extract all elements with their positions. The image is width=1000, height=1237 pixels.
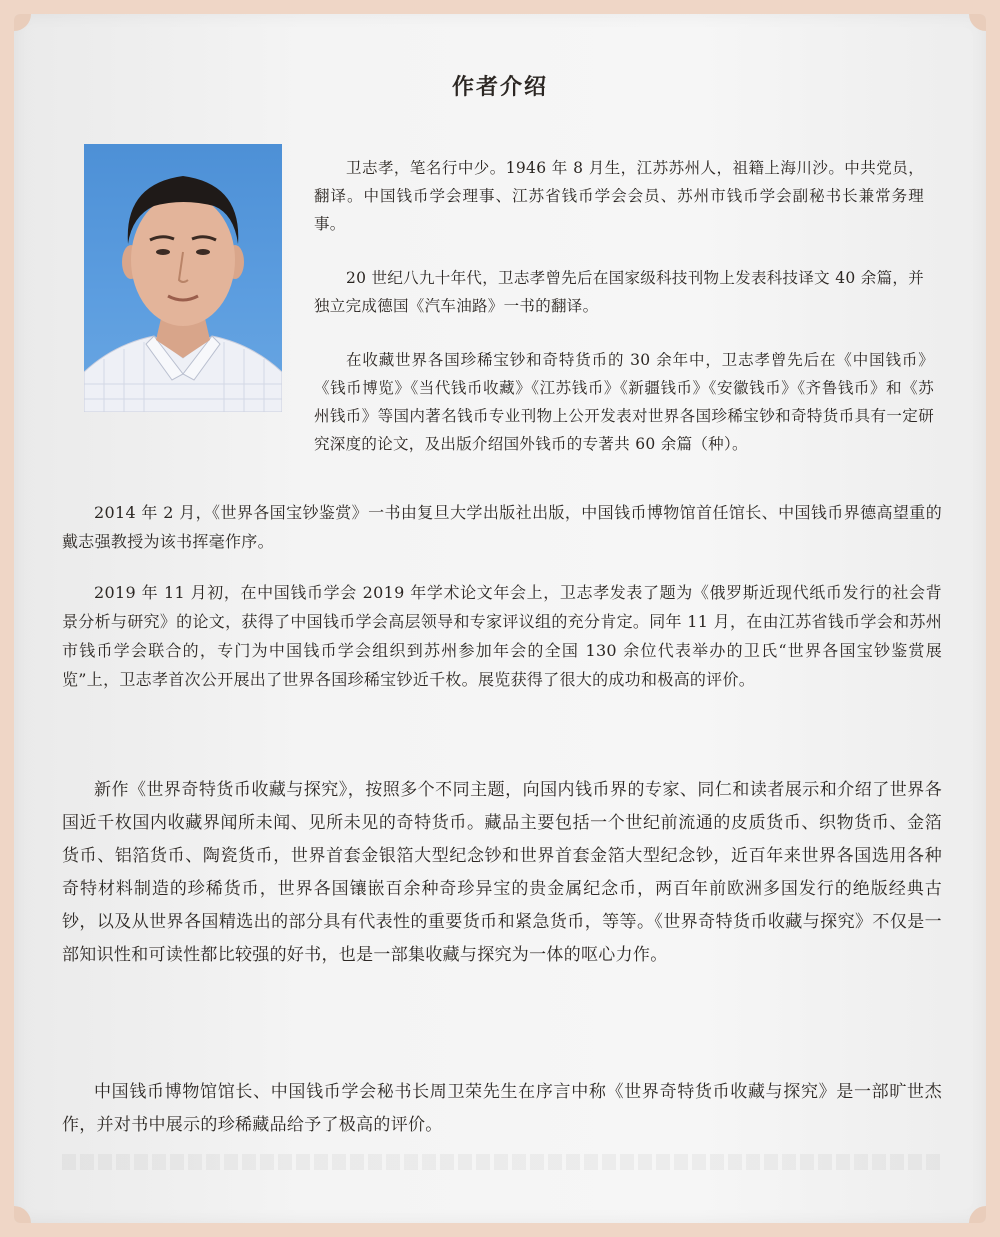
page-title: 作者介绍 bbox=[451, 75, 548, 100]
bio-paragraph: 2019 年 11 月初，在中国钱币学会 2019 年学术论文年会上，卫志孝发表了题为《俄罗斯近现代纸币发行的社会背景分析与研究》的论文，获得了中国钱币学会高层领导和专家评议组的充分肯定。同年 11 月，在由江苏省钱币学会和苏州市钱币学会联合的，专门为中国钱币学会组织到苏州参加年会的全国 130 余位代表举办的卫氏“世界各国宝钞鉴赏展览”上，卫志孝首次公开展出了世界各国珍稀宝钞近千枚。展览获得了很大的成功和极高的评价。 bbox=[62, 583, 942, 689]
bio-paragraph: 在收藏世界各国珍稀宝钞和奇特货币的 30 余年中，卫志孝曾先后在《中国钱币》《钱币博览》《当代钱币收藏》《江苏钱币》《新疆钱币》《安徽钱币》《齐鲁钱币》和《苏州钱币》等国内著名钱币专业刊物上公开发表对世界各国珍稀宝钞和奇特货币具有一定研究深度的论文，及出版介绍国外钱币的专著共 60 余篇（种）。 bbox=[314, 351, 934, 453]
bio-paragraph: 中国钱币博物馆馆长、中国钱币学会秘书长周卫荣先生在序言中称《世界奇特货币收藏与探究》是一部旷世杰作，并对书中展示的珍稀藏品给予了极高的评价。 bbox=[62, 1082, 942, 1135]
bio-paragraph: 卫志孝，笔名行中少。1946 年 8 月生，江苏苏州人，祖籍上海川沙。中共党员，翻译。中国钱币学会理事、江苏省钱币学会会员、苏州市钱币学会副秘书长兼常务理事。 bbox=[314, 159, 924, 233]
bio-paragraph: 20 世纪八九十年代，卫志孝曾先后在国家级科技刊物上发表科技译文 40 余篇，并独立完成德国《汽车油路》一书的翻译。 bbox=[314, 269, 924, 315]
page-corner bbox=[14, 1206, 31, 1223]
bio-paragraph: 2014 年 2 月，《世界各国宝钞鉴赏》一书由复旦大学出版社出版，中国钱币博物馆首任馆长、中国钱币界德高望重的戴志强教授为该书挥毫作序。 bbox=[62, 503, 942, 551]
book-page bbox=[14, 14, 986, 1223]
page-corner bbox=[969, 1206, 986, 1223]
author-portrait-icon bbox=[84, 144, 282, 412]
page-corner bbox=[969, 14, 986, 31]
bleed-through-text bbox=[62, 1154, 942, 1170]
bio-paragraph: 新作《世界奇特货币收藏与探究》，按照多个不同主题，向国内钱币界的专家、同仁和读者展示和介绍了世界各国近千枚国内收藏界闻所未闻、见所未见的奇特货币。藏品主要包括一个世纪前流通的皮质货币、织物货币、金箔货币、铝箔货币、陶瓷货币，世界首套金银箔大型纪念钞和世界首套金箔大型纪念钞，近百年来世界各国选用各种奇特材料制造的珍稀货币，世界各国镶嵌百余种奇珍异宝的贵金属纪念币，两百年前欧洲多国发行的绝版经典古钞，以及从世界各国精选出的部分具有代表性的重要货币和紧急货币，等等。《世界奇特货币收藏与探究》不仅是一部知识性和可读性都比较强的好书，也是一部集收藏与探究为一体的呕心力作。 bbox=[62, 780, 942, 965]
page-corner bbox=[14, 14, 31, 31]
